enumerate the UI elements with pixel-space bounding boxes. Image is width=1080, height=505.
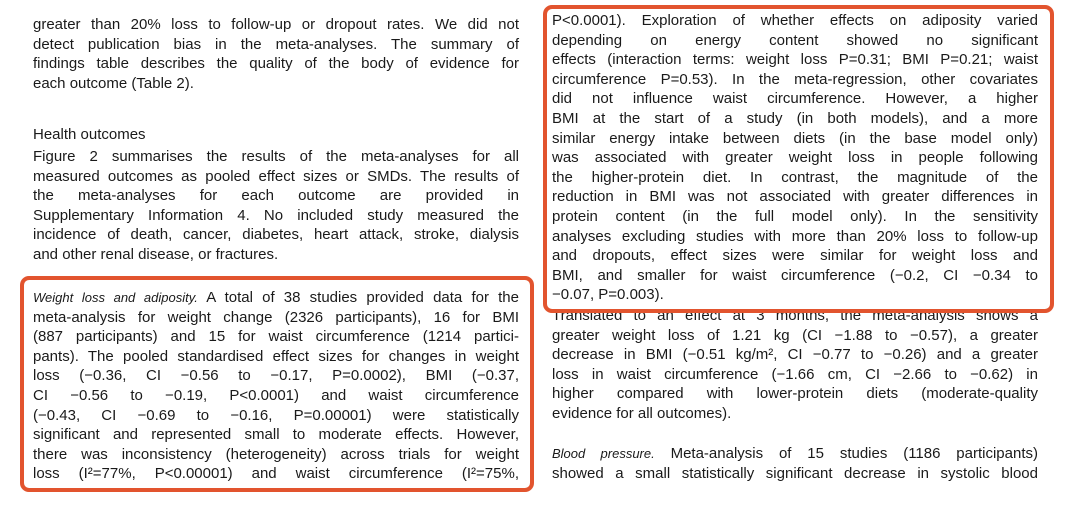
- text-line: significant and represented small to moderate effects. However,: [33, 426, 519, 444]
- text-line: (−0.43, CI −0.69 to −0.16, P=0.00001) were statistically: [33, 406, 519, 424]
- text-line: effects (interaction terms: weight loss P=0.31; BMI P=0.21; waist: [552, 51, 1038, 69]
- text-line: circumference P=0.53). In the meta-regression, other covariates: [552, 70, 1038, 88]
- paragraph-adiposity-exploration: [552, 11, 1038, 305]
- text-line: CI −0.56 to −0.19, P<0.0001) and waist circumference: [33, 386, 519, 404]
- section-heading-health-outcomes: Health outcomes: [33, 126, 146, 143]
- text-line: Figure 2 summarises the results of the meta-analyses for all: [33, 148, 519, 165]
- text-line: the meta-analyses for each outcome are provided in: [33, 187, 519, 205]
- text-line: Translated to an effect at 3 months, the meta-analysis shows a: [552, 307, 1038, 324]
- text-line: the higher-protein diet. In contrast, the magnitude of the: [552, 168, 1038, 186]
- text-line: and dropouts, effect sizes were similar for weight loss and: [552, 247, 1038, 265]
- paragraph-health-outcomes: [33, 147, 519, 265]
- text-line: BMI at the start of a study (in both models), and a more: [552, 109, 1038, 127]
- paragraph-bias: [33, 15, 519, 93]
- text-line: each outcome (Table 2).: [33, 74, 194, 92]
- text-line: Supplementary Information 4. No included study measured the: [33, 206, 519, 224]
- text-line: was associated with greater weight loss in people following: [552, 149, 1038, 167]
- text-line: greater weight loss of 1.21 kg (CI −1.88 to −0.57), a greater: [552, 326, 1038, 344]
- text-line: evidence for all outcomes).: [552, 404, 732, 422]
- paragraph-three-month-effect: [552, 306, 1038, 424]
- text-line: depending on energy content showed no significant: [552, 31, 1038, 49]
- text-line: higher compared with lower-protein diets (moderate-quality: [552, 385, 1038, 403]
- text-run: A total of 38 studies provided data for the: [206, 289, 519, 306]
- text-line: loss (−0.36, CI −0.56 to −0.17, P=0.0002), BMI (−0.37,: [33, 367, 519, 385]
- text-line: and other renal disease, or fractures.: [33, 245, 279, 263]
- text-line: BMI, and smaller for waist circumference (−0.2, CI −0.34 to: [552, 266, 1038, 284]
- text-line: [552, 444, 1038, 464]
- paragraph-weight-loss: [33, 288, 519, 484]
- text-line: greater than 20% loss to follow-up or dropout rates. We did not: [33, 16, 519, 33]
- text-line: incidence of death, cancer, diabetes, heart attack, stroke, dialysis: [33, 226, 519, 244]
- text-line: measured outcomes as pooled effect sizes or SMDs. The results of: [33, 167, 519, 185]
- text-line: loss (I²=77%, P<0.00001) and waist circumference (I²=75%,: [33, 465, 519, 483]
- text-line: findings table describes the quality of the body of evidence for: [33, 55, 519, 73]
- text-line: [33, 288, 519, 308]
- text-line: pants). The pooled standardised effect sizes for changes in weight: [33, 347, 519, 365]
- text-line: detect publication bias in the meta-analyses. The summary of: [33, 35, 519, 53]
- subsection-heading-blood-pressure: Blood pressure.: [552, 446, 655, 461]
- text-line: loss in waist circumference (−1.66 cm, CI −2.66 to −0.62) in: [552, 365, 1038, 383]
- text-line: meta-analysis for weight change (2326 participants), 16 for BMI: [33, 308, 519, 326]
- text-line: showed a small statistically significant decrease in systolic blood: [552, 464, 1038, 482]
- text-line: P<0.0001). Exploration of whether effects on adiposity varied: [552, 12, 1038, 29]
- text-line: reduction in BMI was not associated with greater differences in: [552, 188, 1038, 206]
- text-line: −0.07, P=0.003).: [552, 286, 664, 304]
- text-line: (887 participants) and 15 for waist circumference (1214 partici-: [33, 328, 519, 346]
- text-line: similar energy intake between diets (in the base model only): [552, 129, 1038, 147]
- text-line: there was inconsistency (heterogeneity) across trials for weight: [33, 445, 519, 463]
- paragraph-blood-pressure: [552, 444, 1038, 483]
- text-line: analyses excluding studies with more than 20% loss to follow-up: [552, 227, 1038, 245]
- text-run: Meta-analysis of 15 studies (1186 participants): [670, 445, 1038, 462]
- text-line: did not influence waist circumference. However, a higher: [552, 90, 1038, 108]
- text-line: decrease in BMI (−0.51 kg/m², CI −0.77 to −0.26) and a greater: [552, 346, 1038, 364]
- text-line: protein content (in the full model only). In the sensitivity: [552, 207, 1038, 225]
- subsection-heading-weight-loss: Weight loss and adiposity.: [33, 290, 198, 305]
